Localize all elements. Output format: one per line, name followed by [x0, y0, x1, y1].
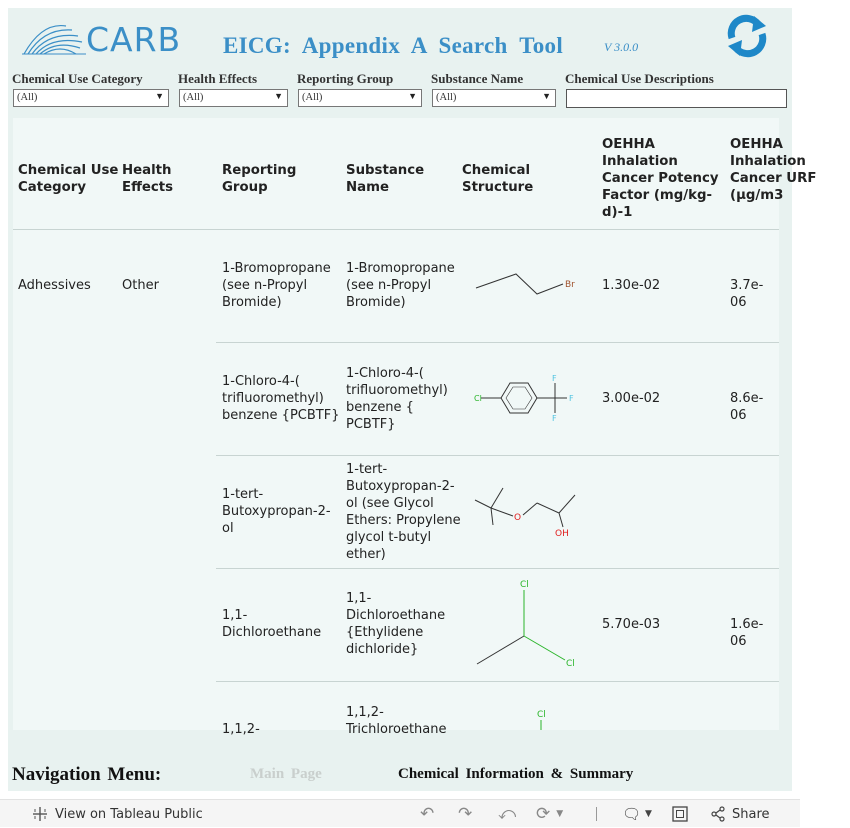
column-header-cancer-potency: OEHHA Inhalation Cancer Potency Factor (mg/kg-d)-1: [602, 137, 719, 220]
svg-text:F: F: [569, 394, 574, 403]
cell-reporting-group: 1,1,2-: [222, 722, 260, 737]
cell-cancer-potency: 1.30e-02: [602, 278, 661, 293]
cell-substance-name: 1-Bromopropane (see n-Propyl Bromide): [346, 261, 455, 310]
row-divider: [216, 681, 779, 682]
filter-label-substance-name: Substance Name: [431, 71, 524, 86]
redo-icon[interactable]: ↷: [458, 804, 473, 824]
svg-text:O: O: [514, 513, 522, 523]
view-on-tableau-public-button[interactable]: [32, 800, 203, 828]
cell-substance-name: 1,1,2- Trichloroethane: [346, 705, 447, 737]
column-header-cancer-urf: OEHHA Inhalation Cancer URF (µg/m3: [730, 137, 817, 203]
carb-logo-text: CARB: [86, 20, 182, 59]
share-icon: [710, 806, 726, 822]
view-on-tableau-public-label: View on Tableau Public: [55, 806, 203, 822]
filter-label-reporting-group: Reporting Group: [297, 71, 394, 86]
cell-substance-name: 1-Chloro-4-( trifluoromethyl) benzene { PCBTF}: [346, 366, 448, 432]
cell-reporting-group: 1,1- Dichloroethane: [222, 608, 322, 640]
cell-substance-name: 1-tert- Butoxypropan-2- ol (see Glycol Ethers: Propylene glycol t-butyl ether): [346, 462, 461, 562]
cell-cancer-potency: 3.00e-02: [602, 391, 661, 406]
filter-label-chemical-use-category: Chemical Use Category: [12, 71, 143, 86]
column-header-chemical-structure: Chemical Structure: [462, 163, 534, 195]
share-label: Share: [732, 806, 770, 822]
results-table: [13, 118, 817, 737]
cell-cancer-urf: 3.7e-06: [730, 278, 764, 310]
svg-text:OH: OH: [555, 529, 569, 539]
svg-text:Cl: Cl: [566, 659, 575, 669]
column-header-substance-name: Substance Name: [346, 163, 425, 195]
filter-value: (All): [436, 92, 457, 103]
svg-text:Cl: Cl: [520, 580, 529, 590]
structure-1-1-dichloroethane: [473, 576, 583, 672]
cell-substance-name: 1,1- Dichloroethane {Ethylidene dichloride}: [346, 591, 446, 657]
comment-icon[interactable]: 🗨 ▼: [622, 805, 652, 823]
column-header-reporting-group: Reporting Group: [222, 163, 297, 195]
row-divider: [216, 342, 779, 343]
filter-chemical-use-category[interactable]: [13, 89, 169, 107]
atom-label: Br: [565, 280, 575, 290]
filter-substance-name[interactable]: [432, 89, 556, 107]
cell-health-effects: Other: [122, 278, 159, 293]
filter-label-health-effects: Health Effects: [178, 71, 258, 86]
column-header-chemical-use-category: Chemical Use Category: [18, 163, 119, 195]
cell-cancer-potency: 5.70e-03: [602, 617, 661, 632]
nav-main-page-link[interactable]: Main Page: [250, 766, 322, 782]
svg-text:Cl: Cl: [537, 710, 546, 720]
table-header: [13, 118, 817, 230]
nav-chemical-info-link[interactable]: Chemical Information & Summary: [398, 766, 634, 782]
cell-cancer-urf: 8.6e-06: [730, 391, 764, 423]
chemical-use-descriptions-input[interactable]: [566, 89, 787, 108]
row-divider: [216, 455, 779, 456]
refresh-icon[interactable]: [724, 14, 770, 58]
dropdown-arrow-icon: ▼: [408, 91, 417, 101]
toolbar-separator: [596, 807, 597, 821]
column-header-health-effects: Health Effects: [122, 163, 174, 195]
tableau-logo-icon: [32, 806, 48, 822]
structure-1-bromopropane: [471, 270, 581, 300]
svg-text:Cl: Cl: [474, 394, 482, 403]
cell-reporting-group: 1-Bromopropane (see n-Propyl Bromide): [222, 261, 331, 310]
cell-reporting-group: 1-Chloro-4-( trifluoromethyl) benzene {PCBTF}: [222, 374, 340, 423]
filter-value: (All): [302, 92, 323, 103]
cell-reporting-group: 1-tert- Butoxypropan-2- ol: [222, 487, 331, 536]
row-divider: [216, 568, 779, 569]
structure-pcbtf: [471, 373, 581, 421]
dropdown-arrow-icon: ▼: [542, 91, 551, 101]
share-button[interactable]: [710, 800, 770, 828]
page-title: EICG: Appendix A Search Tool: [223, 33, 564, 58]
undo-icon[interactable]: ↶: [420, 804, 435, 824]
filter-reporting-group[interactable]: [298, 89, 422, 107]
fullscreen-icon[interactable]: [672, 800, 688, 828]
structure-tert-butoxypropanol: [473, 483, 583, 543]
filter-value: (All): [17, 92, 38, 103]
refresh-data-icon[interactable]: ⟳ ▼: [536, 804, 564, 824]
structure-1-1-2-trichloroethane: [533, 706, 573, 730]
dropdown-arrow-icon: ▼: [155, 91, 164, 101]
dropdown-arrow-icon: ▼: [274, 91, 283, 101]
version-label: V 3.0.0: [604, 40, 639, 54]
cell-chemical-use-category: Adhessives: [18, 278, 91, 293]
filter-value: (All): [183, 92, 204, 103]
filter-label-chemical-use-descriptions: Chemical Use Descriptions: [565, 71, 714, 86]
cell-cancer-urf: 1.6e-06: [730, 617, 764, 649]
svg-text:F: F: [552, 374, 557, 383]
revert-icon[interactable]: ⤺: [498, 804, 517, 824]
tableau-toolbar: [0, 799, 800, 827]
svg-text:F: F: [552, 414, 557, 423]
navigation-menu-title: Navigation Menu:: [12, 764, 162, 785]
filter-health-effects[interactable]: [179, 89, 288, 107]
